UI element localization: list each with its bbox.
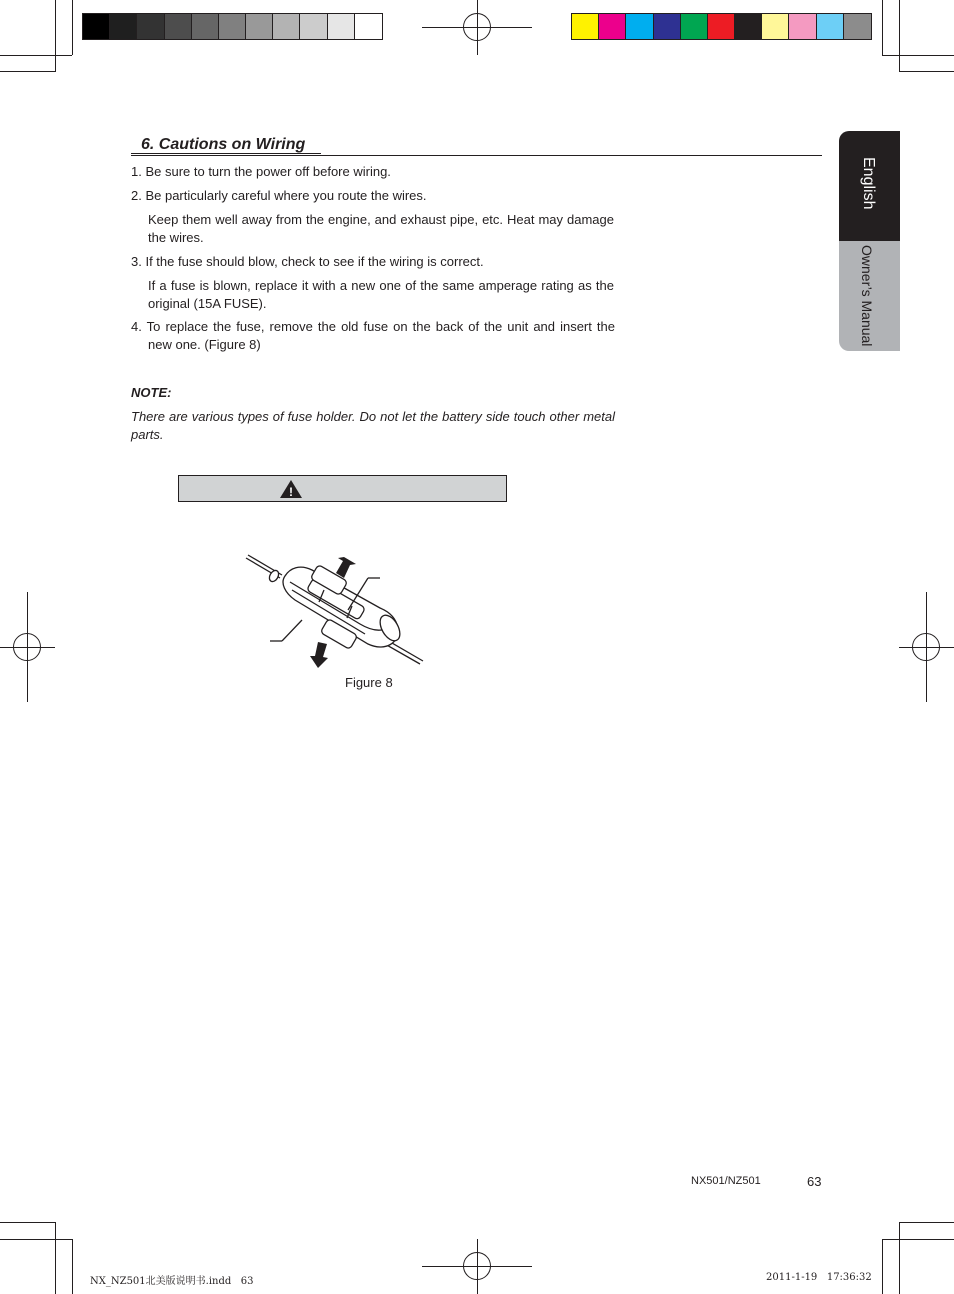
warning-triangle-icon — [279, 479, 303, 499]
crop-mark — [72, 0, 73, 55]
color-swatch — [246, 14, 273, 39]
color-swatch — [626, 14, 653, 39]
svg-text:!: ! — [289, 485, 293, 499]
crop-mark — [899, 1222, 900, 1294]
list-item-detail: If a fuse is blown, replace it with a new one of the same amperage rating as the original (15A FUSE). — [148, 278, 614, 311]
warning-banner — [178, 475, 507, 502]
color-swatch — [654, 14, 681, 39]
crop-mark — [0, 1222, 55, 1223]
manual-tab — [839, 241, 900, 351]
list-item: 2. Be particularly careful where you route the wires. — [131, 188, 427, 203]
list-item: 4. To replace the fuse, remove the old fuse on the back of the unit and insert the new one. (Figure 8) — [131, 319, 615, 352]
page-number: 63 — [807, 1174, 822, 1189]
section-heading-rule — [131, 133, 822, 156]
crop-mark — [55, 1222, 56, 1294]
crop-mark — [899, 1222, 954, 1223]
color-swatch — [355, 14, 382, 39]
crop-mark — [882, 0, 883, 55]
registration-circle — [463, 1252, 491, 1280]
color-swatch — [599, 14, 626, 39]
color-swatch — [844, 14, 871, 39]
section-heading: 6. Cautions on Wiring — [141, 136, 306, 153]
crop-mark — [882, 55, 954, 56]
color-swatch — [681, 14, 708, 39]
registration-circle — [13, 633, 41, 661]
list-item-detail: Keep them well away from the engine, and exhaust pipe, etc. Heat may damage the wires. — [148, 212, 614, 245]
color-swatch — [192, 14, 219, 39]
color-swatch — [735, 14, 762, 39]
color-swatch — [708, 14, 735, 39]
language-tab — [839, 131, 900, 241]
file-slug: NX_NZ501北美版说明书.indd 63 — [90, 1276, 254, 1287]
grayscale-color-bar — [82, 13, 383, 40]
crop-mark — [899, 0, 900, 72]
process-color-bar — [571, 13, 872, 40]
color-swatch — [572, 14, 599, 39]
note-label: NOTE: — [131, 385, 172, 400]
heading-underline — [131, 153, 321, 154]
color-swatch — [762, 14, 789, 39]
color-swatch — [110, 14, 137, 39]
figure-caption: Figure 8 — [345, 675, 393, 690]
language-tab-label: English — [860, 157, 877, 210]
crop-mark — [882, 1239, 883, 1294]
fuse-holder-illustration — [240, 548, 440, 678]
registration-circle — [463, 13, 491, 41]
list-item: 3. If the fuse should blow, check to see if the wiring is correct. — [131, 254, 484, 269]
crop-mark — [899, 71, 954, 72]
list-item: 1. Be sure to turn the power off before wiring. — [131, 164, 391, 179]
crop-mark — [72, 1239, 73, 1294]
color-swatch — [219, 14, 246, 39]
color-swatch — [817, 14, 844, 39]
color-swatch — [137, 14, 164, 39]
note-text: There are various types of fuse holder. Do not let the battery side touch other metal parts. — [131, 409, 615, 442]
crop-mark — [0, 1239, 72, 1240]
crop-mark — [0, 55, 72, 56]
color-swatch — [273, 14, 300, 39]
timestamp-slug: 2011-1-19 17:36:32 — [766, 1272, 872, 1283]
color-swatch — [328, 14, 355, 39]
manual-tab-label: Owner’s Manual — [859, 245, 875, 347]
registration-circle — [912, 633, 940, 661]
color-swatch — [789, 14, 816, 39]
model-number: NX501/NZ501 — [691, 1175, 761, 1187]
color-swatch — [83, 14, 110, 39]
color-swatch — [300, 14, 327, 39]
color-swatch — [165, 14, 192, 39]
crop-mark — [0, 71, 55, 72]
crop-mark — [55, 0, 56, 72]
crop-mark — [882, 1239, 954, 1240]
